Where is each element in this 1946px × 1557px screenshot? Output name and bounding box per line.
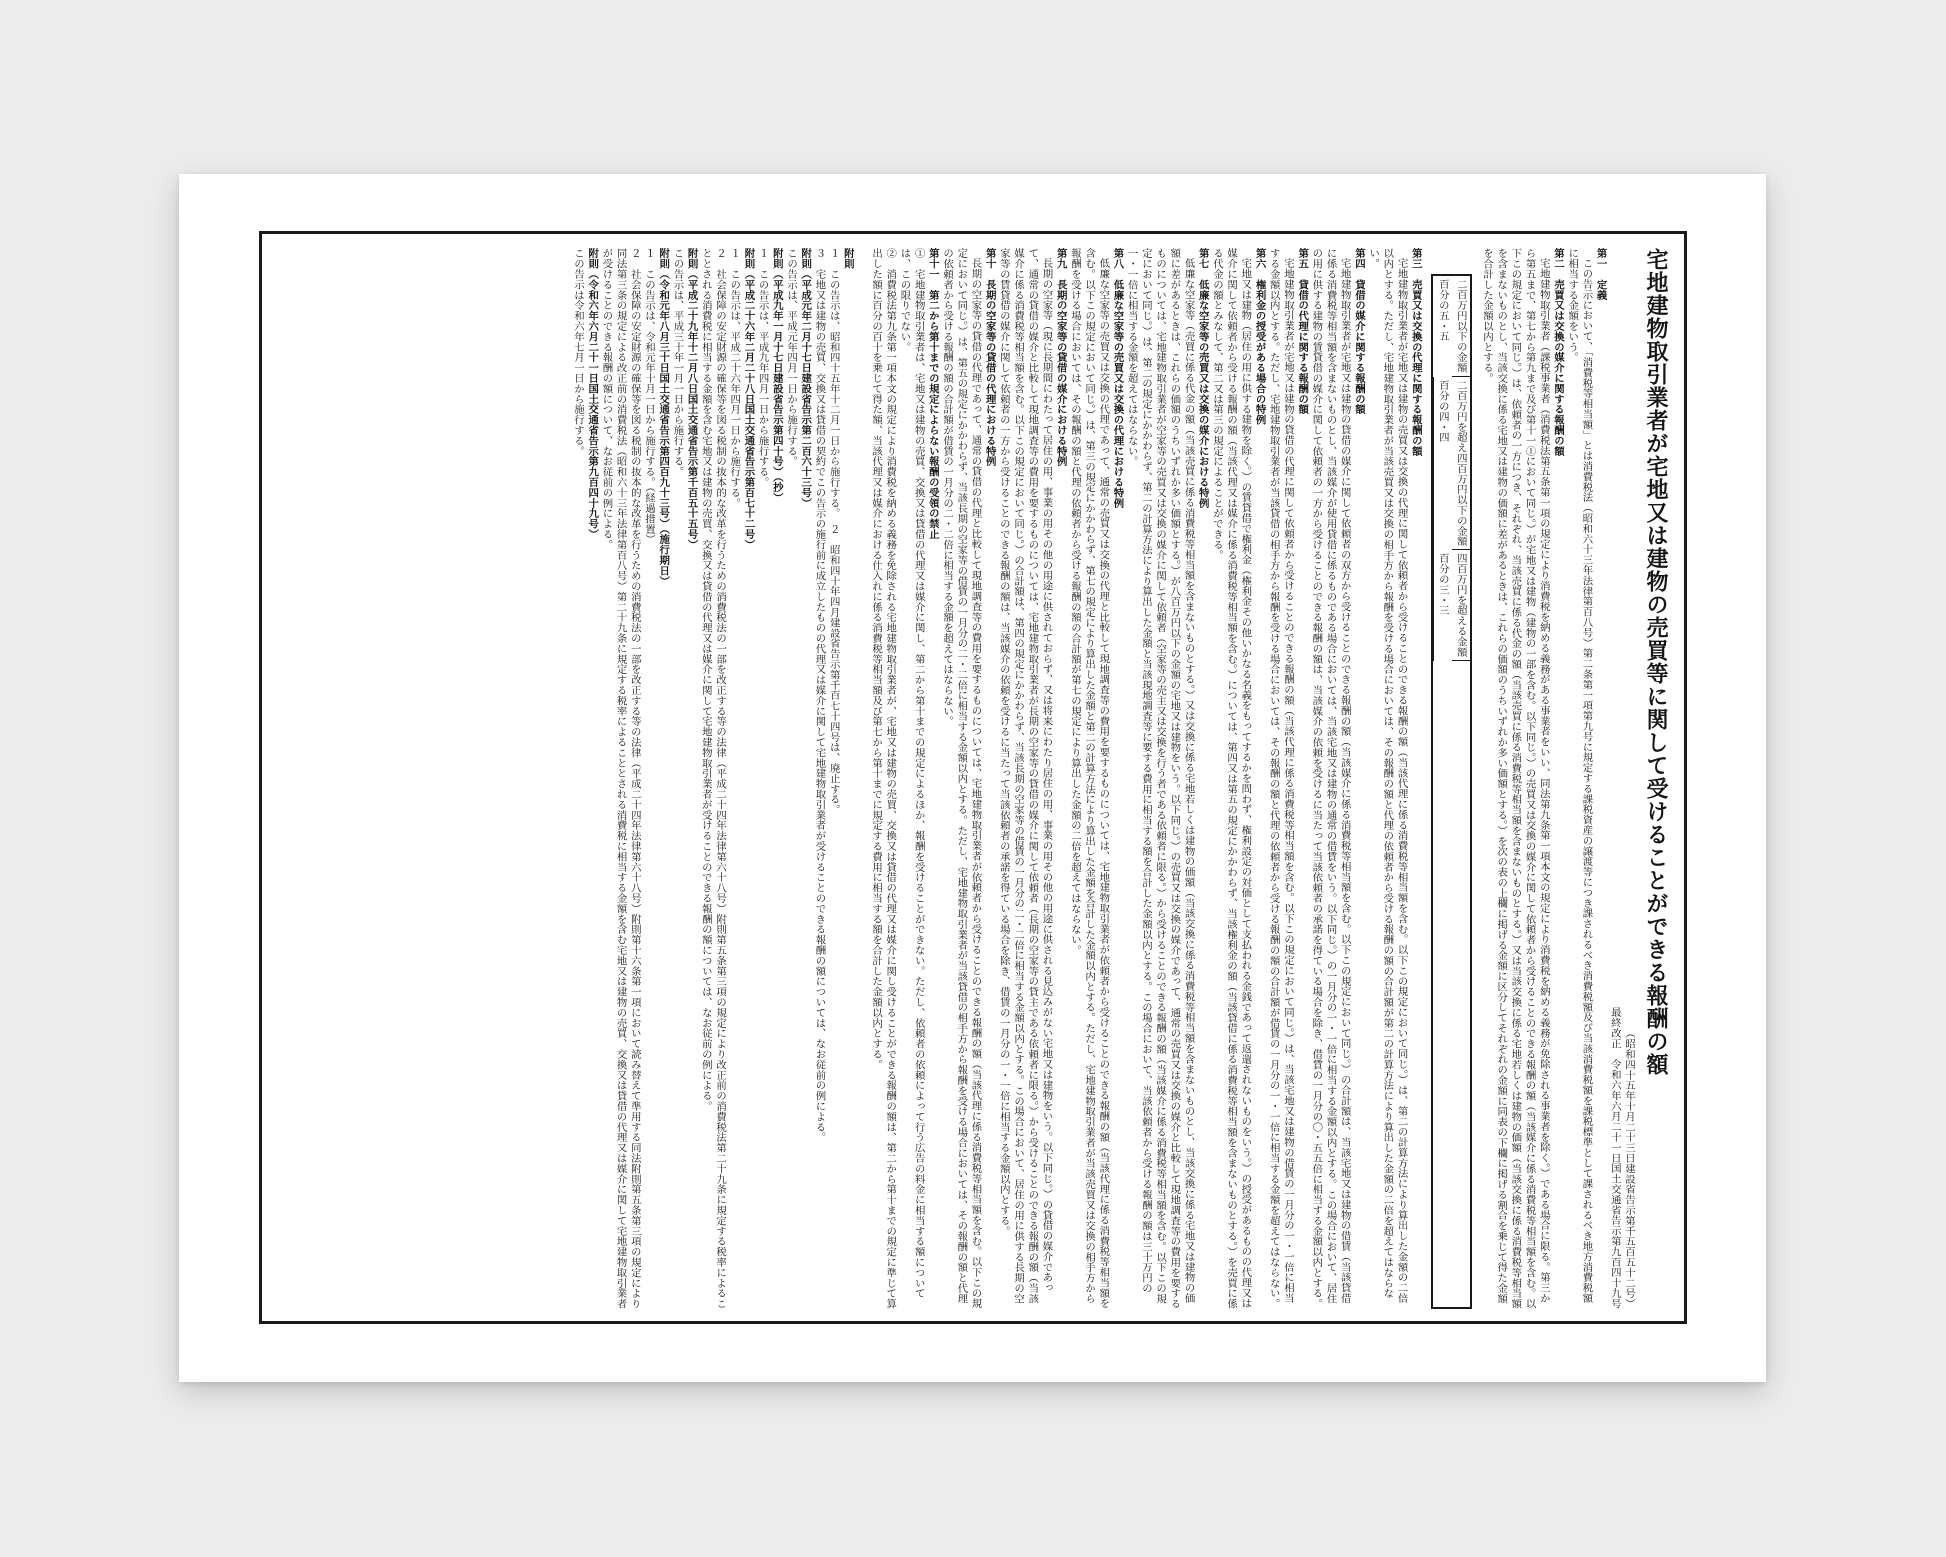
section-paragraph: この告示において、「消費税等相当額」とは消費税法（昭和六十三年法律第百八号）第二条第一項第九号に規定する課税資産の譲渡等につき課されるべき消費税額及び当該消費税額を課税標準として課されるべき地方消費税額に相当する金額をいう。: [1566, 248, 1593, 1304]
section-heading: 第十 長期の空家等の貸借の代理における特例: [983, 248, 996, 467]
rate-value-cell: 百分の五・五: [1436, 279, 1449, 342]
section-heading: 附則（平成九年一月十七日建設省告示第四十号）（抄）: [770, 248, 783, 503]
section-heading: 附則: [841, 248, 854, 269]
list-item: ① 宅地建物取引業者は、宅地又は建物の売買、交換又は貸借の代理又は媒介に関し、第二から第十までの規定によるほか、報酬を受けることができない。ただし、依頼者の依頼によって行う広告の料金に相当する額については、この限りでない。: [898, 248, 925, 1299]
document-title: 宅地建物取引業者が宅地又は建物の売買等に関して受けることができる報酬の額: [1643, 248, 1668, 1076]
section-heading: 附則（令和元年八月三十日国土交通省告示第四百九十三号）（施行期日）: [657, 248, 670, 586]
section-heading: 附則（令和六年六月二十一日国土交通省告示第九百四十九号）: [586, 248, 599, 540]
list-item: ２ 社会保障の安定財源の確保等を図る税制の抜本的な改革を行うための消費税法の一部を改正する等の法律（平成二十四年法律第六十八号）附則第十六条第一項において読み替えて準用する同法附則第五条第三項の規定により同法第三条の規定による改正前の消費税法（昭和六十三年法律第百八号）第二十九条に規定する税率によることとされる消費税に相当する金額を含む宅地又は建物の売買、交換又は貸借の代理又は媒介に関して宅地建物取引業者が受けることのできる報酬の額について、なお従前の例による。: [600, 248, 641, 1309]
rate-table-row: [1433, 276, 1470, 377]
section-heading: 第十一 第二から第十までの規定によらない報酬の受領の禁止: [926, 248, 939, 540]
rate-value-cell: 百分の三・三: [1436, 553, 1449, 616]
section-heading: 附則（平成二十九年十二月八日国土交通省告示第千百五十五号）: [685, 248, 698, 550]
section-paragraph: 宅地建物取引業者が宅地又は建物の貸借の代理に関して依頼者から受けることのできる報酬の額（当該代理に係る消費税等相当額を含む。以下この規定において同じ。）は、当該宅地又は建物の借賃の一月分の一・一倍に相当する金額以内とする。ただし、宅地建物取引業者が当該貸借の相手方から報酬を受ける場合においては、その報酬の額と代理の依頼者から受ける報酬の額の合計額が借賃の一月分の一・一倍に相当する金額を超えてはならない。: [1267, 248, 1294, 1309]
section-paragraph: 宅地又は建物（居住の用に供する建物を除く。）の賃貸借で権利金（権利金その他いかなる名義をもってするかを問わず、権利設定の対価として支払われる金銭であって返還されないものをいう。）の授受があるものの代理又は媒介に関して依頼者から受ける報酬の額（当該代理又は媒介に係る消費税等相当額を含む。）については、第四又は第五の規定にかかわらず、当該権利金の額（当該貸借に係る消費税等相当額を含まないものとする。）を売買に係る代金の額とみなして、第二又は第三の規定によることができる。: [1210, 248, 1252, 1309]
section-heading: 附則（平成二十六年二月二十八日国土交通省告示第百七十二号）: [742, 248, 755, 550]
section-heading: 第七 低廉な空家等の売買又は交換の媒介における特例: [1196, 248, 1209, 508]
section-paragraph: 宅地建物取引業者（課税事業者（消費税法第五条第一項の規定により消費税を納める義務がある事業者をいい、同法第九条第一項本文の規定により消費税を納める義務が免除される事業者を除く。）である場合に限る。第三から第五まで、第七から第九まで及び第十一①において同じ。）が宅地又は建物（建物の一部を含む。以下同じ。）の売買又は交換の媒介に関して依頼者から受けることのできる報酬の額（当該媒介に係る消費税等相当額を含む。以下この規定において同じ。）は、依頼者の一方につき、それぞれ、当該売買に係る代金の額（当該売買に係る消費税等相当額を含まないものとする。）又は当該交換に係る宅地若しくは建物の価額（当該交換に係る消費税等相当額を含まないものとし、当該交換に係る宅地又は建物の価額に差があるときは、これらの価額のうちいずれか多い価額とする。）を次の表の上欄に掲げる金額に区分してそれぞれの金額に同表の下欄に掲げる割合を乗じて得た金額を合計した金額以内とする。: [1480, 248, 1550, 1309]
section-heading: 第九 長期の空家等の貸借の媒介における特例: [1054, 248, 1067, 467]
list-item: ３ 宅地又は建物の売買、交換又は貸借の契約でこの告示の施行前に成立したものの代理又は媒介に関して宅地建物取引業者が受けることのできる報酬の額については、なお従前の例による。: [813, 248, 826, 1143]
list-item: ② 消費税法第九条第一項本文の規定により消費税を納める義務を免除される宅地建物取引業者が、宅地又は建物の売買、交換又は貸借の代理又は媒介に関し受けることができる報酬の額は、第二から第十までの規定に準じて算出した額に百分の百十を乗じて得た額、当該代理又は媒介における仕入れに係る消費税等相当額及び第七から第十までに規定する費用に相当する額を合計した金額以内とする。: [870, 248, 897, 1309]
vertical-text-body: [272, 248, 1670, 1309]
document-page: [179, 174, 1766, 1382]
list-item: １ この告示は、平成九年四月一日から施行する。: [756, 248, 769, 488]
section-heading: 第五 貸借の代理に関する報酬の額: [1296, 248, 1309, 415]
section-paragraph: 低廉な空家等（売買に係る代金の額（当該売買に係る消費税等相当額を含まないものとする。）又は交換に係る宅地若しくは建物の価額（当該交換に係る消費税等相当額を含まないものとし、当該交換に係る宅地又は建物の価額に差があるときは、これらの価額のうちいずれか多い価額とする。）が八百万円以下の金額の宅地又は建物をいう。以下同じ。）の売買又は交換の媒介であって、通常の売買又は交換の媒介と比較して現地調査等の費用を要するものについては、宅地建物取引業者が空家等の売買又は交換の媒介に関して依頼者（空家等の売主又は交換を行う者である依頼者に限る。）から受けることのできる報酬の額（当該媒介に係る消費税等相当額を含む。以下この規定において同じ。）は、第二の規定にかかわらず、第二の計算方法により算出した金額と当該現地調査等に要する費用に相当する額を合計した金額以内とする。この場合において、当該依頼者から受ける報酬の額は三十万円の一・一倍に相当する金額を超えてはならない。: [1125, 248, 1195, 1309]
rate-table-row: [1433, 377, 1470, 550]
rate-range-cell: 四百万円を超える金額: [1452, 550, 1470, 661]
notice-number: （昭和四十五年十月二十三日建設省告示第千五百五十二号）: [1623, 1028, 1635, 1309]
list-item: この告示は、平成元年四月一日から施行する。: [785, 248, 798, 467]
rate-table: [1431, 274, 1472, 1309]
list-item: １ この告示は、令和元年十月一日から施行する。（経過措置）: [643, 248, 655, 545]
section-paragraph: 宅地建物取引業者が宅地又は建物の売買又は交換の代理に関して依頼者から受けることのできる報酬の額（当該代理に係る消費税等相当額を含む。以下この規定において同じ。）は、第二の計算方法により算出した金額の二倍以内とする。ただし、宅地建物取引業者が当該売買又は交換の相手方から報酬を受ける場合においては、その報酬の額と代理の依頼者から受ける報酬の額の合計額が第二の計算方法により算出した金額の二倍を超えてはならない。: [1367, 248, 1408, 1304]
rate-range-cell: 二百万円以下の金額: [1452, 276, 1470, 377]
section-heading: 附則（平成元年二月十七日建設省告示第二百六十三号）: [799, 248, 812, 508]
section-heading: 第四 貸借の媒介に関する報酬の額: [1352, 248, 1365, 415]
section-heading: 第六 権利金の授受がある場合の特例: [1253, 248, 1266, 425]
list-item: １ この告示は、平成二十六年四月一日から施行する。: [728, 248, 741, 508]
list-item: １ この告示は、昭和四十五年十二月一日から施行する。 ２ 昭和四十年四月建設省告示第千百七十四号は、廃止する。: [827, 248, 840, 815]
rate-table-row: [1433, 550, 1470, 661]
document-border: [259, 231, 1687, 1324]
list-item: この告示は、平成三十年一月一日から施行する。: [671, 248, 684, 477]
section-heading: 第一 定義: [1594, 248, 1607, 300]
rate-range-cell: 二百万円を超え四百万円以下の金額: [1452, 377, 1470, 550]
section-paragraph: 長期の空家等の貸借の代理であって、通常の貸借の代理と比較して現地調査等の費用を要するものについては、宅地建物取引業者が依頼者から受けることのできる報酬の額（当該代理に係る消費税等相当額を含む。以下この規定において同じ。）は、第五の規定にかかわらず、当該長期の空家等の借賃の一月分の二・二倍に相当する金額以内とする。ただし、宅地建物取引業者が当該貸借の相手方から報酬を受ける場合においては、その報酬の額と代理の依頼者から受ける報酬の額の合計額が借賃の一月分の二・二倍に相当する金額を超えてはならない。: [941, 248, 982, 1309]
rate-value-cell: 百分の四・四: [1436, 379, 1449, 443]
section-heading: 第三 売買又は交換の代理に関する報酬の額: [1409, 248, 1422, 456]
section-paragraph: 宅地建物取引業者が宅地又は建物の貸借の媒介に関して依頼者の双方から受けることのできる報酬の額（当該媒介に係る消費税等相当額を含む。以下この規定において同じ。）の合計額は、当該宅地又は建物の借賃（当該貸借に係る消費税等相当額を含まないものとし、当該媒介が使用貸借に係るものである場合においては、当該宅地又は建物の通常の借賃をいう。以下同じ。）の一月分の一・一倍に相当する金額以内とする。この場合において、居住の用に供する建物の賃貸借の媒介に関して依頼者の一方から受けることのできる報酬の額は、当該媒介の依頼を受けるに当たって当該依頼者の承諾を得ている場合を除き、借賃の一月分の〇・五五倍に相当する金額以内とする。: [1310, 248, 1351, 1309]
list-item: ２ 社会保障の安定財源の確保等を図る税制の抜本的な改革を行うための消費税法の一部を改正する等の法律（平成二十四年法律第六十八号）附則第五条第三項の規定により改正前の消費税法第二十九条に規定する税率によることとされる消費税に相当する金額を含む宅地又は建物の売買、交換又は貸借の代理又は媒介に関して宅地建物取引業者が受けることのできる報酬の額については、なお従前の例による。: [699, 248, 727, 1309]
list-item: この告示は令和六年七月一日から施行する。: [571, 248, 584, 456]
section-paragraph: 長期の空家等（現に長期間にわたって居住の用、事業の用その他の用途に供されておらず、又は将来にわたり居住の用、事業の用その他の用途に供される見込みがない宅地又は建物をいう。以下同じ。）の貸借の媒介であって、通常の貸借の媒介と比較して現地調査等の費用を要するものについては、宅地建物取引業者が長期の空家等の貸借の媒介に関して依頼者（長期の空家等の貸主である依頼者に限る。）から受けることのできる報酬の額（当該媒介に係る消費税等相当額を含む。以下この規定において同じ。）の合計額は、第四の規定にかかわらず、当該長期の空家等の借賃の一月分の二・二倍に相当する金額以内とする。この場合において、居住の用に供する長期の空家等の賃貸借の媒介に関して依頼者の一方から受けることのできる報酬の額は、当該媒介の依頼を受けるに当たって当該依頼者の承諾を得ている場合を除き、借賃の一月分の一・一倍に相当する金額以内とする。: [997, 248, 1053, 1304]
section-heading: 第八 低廉な空家等の売買又は交換の代理における特例: [1111, 248, 1124, 508]
section-paragraph: 低廉な空家等の売買又は交換の代理であって、通常の売買又は交換の代理と比較して現地調査等の費用を要するものについては、宅地建物取引業者が依頼者から受けることのできる報酬の額（当該代理に係る消費税等相当額を含む。以下この規定において同じ。）は、第三の規定にかかわらず、第七の規定により算出した金額と第二の計算方法により算出した金額を合計した金額以内とする。ただし、宅地建物取引業者が当該売買又は交換の相手方から報酬を受ける場合においては、その報酬の額と代理の依頼者から受ける報酬の額の合計額が第七の規定により算出した金額の二倍を超えてはならない。: [1068, 248, 1110, 1309]
section-heading: 第二 売買又は交換の媒介に関する報酬の額: [1551, 248, 1564, 456]
last-amendment: 最終改正 令和六年六月二十一日国土交通省告示第九百四十九号: [1608, 1007, 1621, 1309]
